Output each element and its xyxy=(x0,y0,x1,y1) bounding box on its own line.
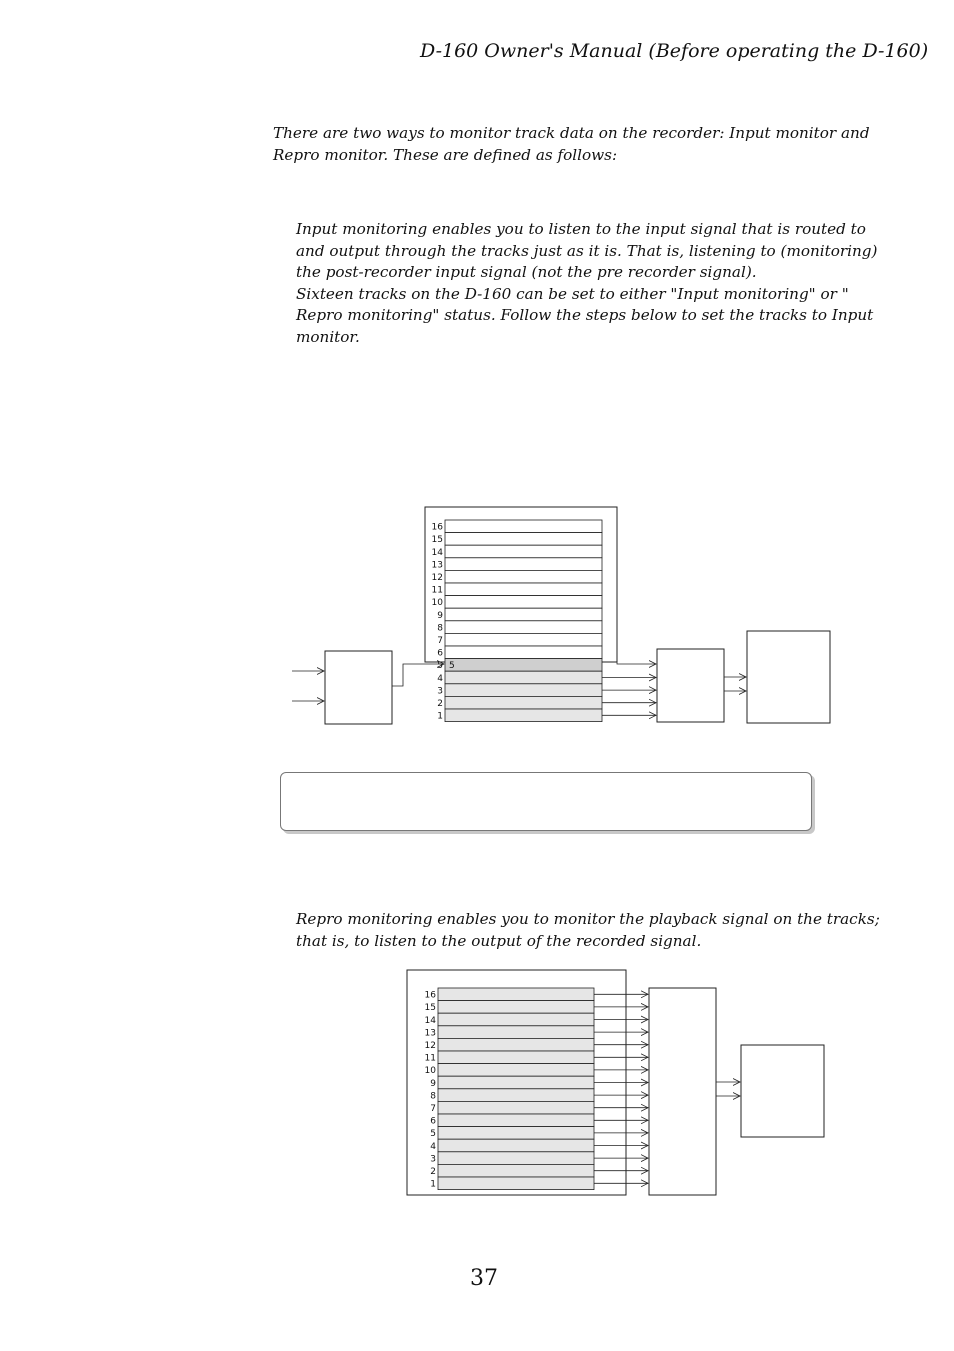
track-number-label: 7 xyxy=(437,636,443,646)
track-number-label: 13 xyxy=(424,1028,436,1039)
track-strip xyxy=(438,1051,594,1064)
track-strip xyxy=(438,1001,594,1014)
track-number-label: 3 xyxy=(430,1154,436,1165)
track-strip xyxy=(438,1139,594,1152)
track-number-label: 14 xyxy=(431,547,443,558)
track-strip xyxy=(438,1164,594,1177)
track-number-label: 16 xyxy=(431,522,443,533)
track-number-label: 1 xyxy=(437,711,443,722)
track-strip xyxy=(445,570,602,583)
track-strip xyxy=(438,988,594,1001)
intro-line-1: There are two ways to monitor track data on the recorder: Input monitor and xyxy=(273,124,870,142)
track-strip xyxy=(438,1013,594,1026)
track-strip xyxy=(445,671,602,684)
selected-track-label: 5 xyxy=(449,661,455,672)
track-strip xyxy=(438,1026,594,1039)
track-strip xyxy=(445,709,602,722)
monitor-box xyxy=(747,631,830,723)
input-line-4: Sixteen tracks on the D-160 can be set to either "Input monitoring" or " xyxy=(296,284,849,303)
monitor-box-2 xyxy=(741,1045,824,1137)
track-strip xyxy=(445,659,602,672)
input-monitoring-diagram xyxy=(292,507,830,724)
input-line-1: Input monitoring enables you to listen to the input signal that is routed to xyxy=(296,220,866,238)
track-number-label: 2 xyxy=(430,1167,436,1177)
track-strip xyxy=(445,621,602,634)
track-number-label: 10 xyxy=(424,1066,436,1077)
track-number-label: 9 xyxy=(430,1078,436,1089)
track-strip xyxy=(445,684,602,697)
mixer-box-2 xyxy=(649,988,716,1195)
track-number-label: 2 xyxy=(437,699,443,709)
page-number: 37 xyxy=(470,1266,498,1291)
input-source-box xyxy=(325,651,392,724)
track-strip xyxy=(445,633,602,646)
track-number-label: 15 xyxy=(431,535,443,546)
track-number-label: 4 xyxy=(437,673,443,684)
input-to-track-5-arrow xyxy=(392,664,444,686)
track-strip xyxy=(438,1114,594,1127)
track-number-label: 11 xyxy=(431,585,443,596)
track-strip xyxy=(438,1038,594,1051)
track-strip xyxy=(438,1089,594,1102)
track-strip xyxy=(445,520,602,533)
repro-line-1: Repro monitoring enables you to monitor the playback signal on the tracks; xyxy=(296,910,880,928)
track-strip xyxy=(445,596,602,609)
input-line-2: and output through the tracks just as it is. That is, listening to (monitoring) xyxy=(296,241,878,260)
track-number-label: 8 xyxy=(430,1091,436,1102)
track-number-label: 12 xyxy=(424,1041,436,1051)
track-number-label: 9 xyxy=(437,610,443,621)
track-strip xyxy=(438,1177,594,1190)
track-number-label: 5 xyxy=(430,1129,436,1140)
intro-line-2: Repro monitor. These are defined as follows: xyxy=(273,145,618,164)
track-number-label: 12 xyxy=(431,573,443,583)
mixer-box xyxy=(657,649,724,722)
input-line-6: monitor. xyxy=(296,327,360,346)
track-number-label: 14 xyxy=(424,1015,436,1026)
track-strip xyxy=(445,545,602,558)
page-header: D-160 Owner's Manual (Before operating the D-160) xyxy=(420,40,929,62)
track-strip xyxy=(438,1152,594,1165)
track-number-label: 13 xyxy=(431,560,443,571)
track-strip xyxy=(445,646,602,659)
track-number-label: 5 xyxy=(437,661,443,672)
track-strip xyxy=(445,558,602,571)
input-line-5: Repro monitoring" status. Follow the steps below to set the tracks to Input xyxy=(296,306,874,325)
track-strip xyxy=(445,533,602,546)
track-strip xyxy=(445,583,602,596)
repro-monitoring-diagram xyxy=(407,970,824,1195)
track-strip xyxy=(438,1101,594,1114)
input-line-3: the post-recorder input signal (not the pre recorder signal). xyxy=(296,263,757,282)
track-number-label: 10 xyxy=(431,598,443,609)
track-strip xyxy=(445,608,602,621)
track-strip xyxy=(438,1076,594,1089)
track-number-label: 8 xyxy=(437,623,443,634)
track-number-label: 6 xyxy=(430,1116,436,1127)
track-number-label: 3 xyxy=(437,686,443,697)
track-number-label: 11 xyxy=(424,1053,436,1064)
track-strip xyxy=(438,1064,594,1077)
frame-to-mixer-arrow xyxy=(617,662,656,664)
track-number-label: 15 xyxy=(424,1003,436,1014)
track-number-label: 1 xyxy=(430,1179,436,1190)
repro-line-2: that is, to listen to the output of the recorded signal. xyxy=(296,931,702,950)
track-number-label: 6 xyxy=(437,648,443,659)
track-strip xyxy=(445,696,602,709)
track-strip xyxy=(438,1127,594,1140)
track-number-label: 7 xyxy=(430,1104,436,1114)
track-number-label: 16 xyxy=(424,990,436,1001)
track-number-label: 4 xyxy=(430,1141,436,1152)
